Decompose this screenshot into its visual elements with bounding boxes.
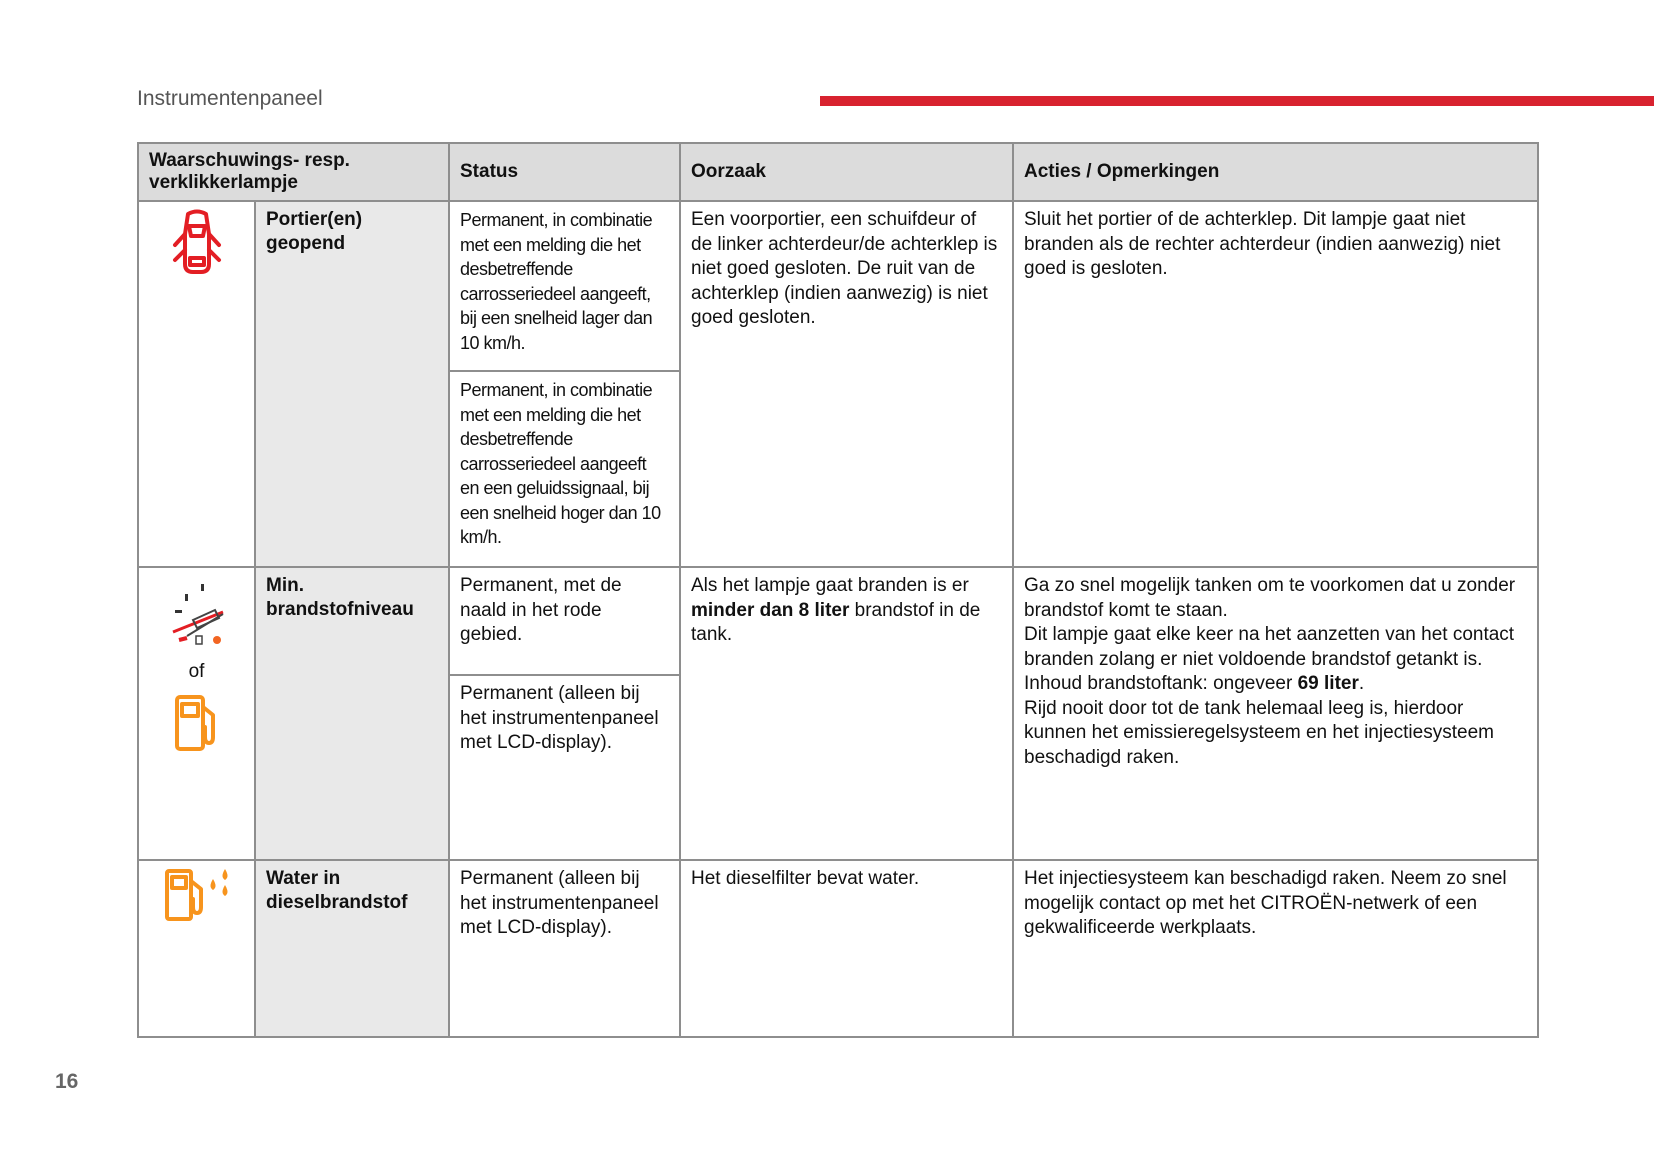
lamp-name: Min. brandstofniveau	[255, 567, 449, 860]
actions-cell: Sluit het portier of de achterklep. Dit lampje gaat niet branden als de rechter achterdeur (indien aanwezig) niet goed is gesloten.	[1013, 201, 1538, 567]
cause-cell: Het dieselfilter bevat water.	[680, 860, 1013, 1037]
lamp-icon-cell	[138, 860, 255, 1037]
status-cell: Permanent, in combinatie met een melding die het desbetreffende carrosseriedeel aangeeft, bij een snelheid lager dan 10 km/h.	[449, 201, 680, 371]
lamp-icon-cell	[138, 567, 255, 860]
table-row	[138, 567, 1538, 675]
status-cell: Permanent (alleen bij het instrumentenpaneel met LCD-display).	[449, 860, 680, 1037]
table-row	[138, 201, 1538, 371]
cause-cell: Een voorportier, een schuifdeur of de linker achterdeur/de achterklep is niet goed gesloten. De ruit van de achterklep (indien aanwezig) is niet goed gesloten.	[680, 201, 1013, 567]
table-header-row	[138, 143, 1538, 201]
fuel-pump-icon	[171, 693, 223, 753]
cause-cell: Als het lampje gaat branden is er minder dan 8 liter brandstof in de tank.	[680, 567, 1013, 860]
actions-cell: Ga zo snel mogelijk tanken om te voorkomen dat u zonder brandstof komt te staan. Dit lampje gaat elke keer na het aanzetten van het contact branden zolang er niet voldoende brandstof getankt is. Inhoud brandstoftank: ongeveer 69 liter. Rijd nooit door tot de tank helemaal leeg is, hierdoor kunnen het emissieregelsysteem en het injectiesysteem beschadigd raken.	[1013, 567, 1538, 860]
column-header-status: Status	[449, 143, 680, 201]
lamp-icon-cell	[138, 201, 255, 567]
or-label: of	[188, 661, 205, 682]
table-row	[138, 860, 1538, 1037]
page-number: 16	[55, 1070, 79, 1093]
warning-lamps-table	[137, 142, 1539, 1038]
lamp-name: Water in dieselbrandstof	[255, 860, 449, 1037]
status-cell: Permanent (alleen bij het instrumentenpaneel met LCD-display).	[449, 675, 680, 860]
actions-cell: Het injectiesysteem kan beschadigd raken. Neem zo snel mogelijk contact op met het CITROËN-netwerk of een gekwalificeerde werkplaats.	[1013, 860, 1538, 1037]
status-cell: Permanent, met de naald in het rode gebied.	[449, 567, 680, 675]
section-title: Instrumentenpaneel	[137, 87, 323, 110]
water-in-diesel-icon	[163, 867, 231, 923]
car-doors-open-icon	[171, 208, 223, 276]
lamp-name: Portier(en) geopend	[255, 201, 449, 567]
column-header-cause: Oorzaak	[680, 143, 1013, 201]
status-cell: Permanent, in combinatie met een melding die het desbetreffende carrosseriedeel aangeeft en een geluidssignaal, bij een snelheid hoger dan 10 km/h.	[449, 371, 680, 567]
column-header-lamp: Waarschuwings- resp. verklikkerlampje	[138, 143, 449, 201]
header-accent-bar	[820, 96, 1654, 106]
column-header-actions: Acties / Opmerkingen	[1013, 143, 1538, 201]
fuel-gauge-icon	[165, 574, 229, 646]
